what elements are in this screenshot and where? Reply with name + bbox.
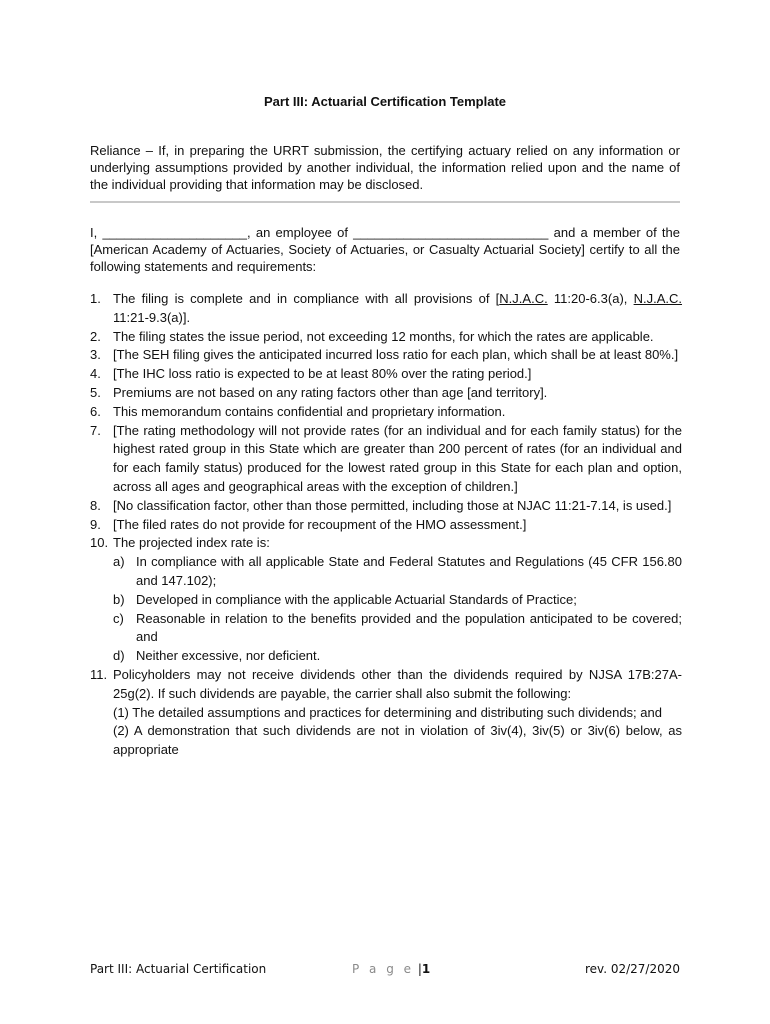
list-text: The filing is complete and in compliance with all provisions of [ bbox=[113, 291, 500, 306]
list-number: 2. bbox=[90, 328, 101, 344]
intro-paragraph: I, ____________________, an employee of ___________________________ and a member of the [American Academy of Actuaries, Society of Actuaries, or Casualty Actuarial Society] certify to all the following statements and requirements: bbox=[90, 225, 680, 274]
dividend-requirement-1: (1) The detailed assumptions and practices for determining and distributing such dividends; and bbox=[113, 704, 662, 720]
list-number: 11. bbox=[90, 666, 108, 682]
sub-list-item bbox=[113, 591, 682, 610]
list-item bbox=[90, 290, 682, 328]
sub-list-text: Reasonable in relation to the benefits provided and the population anticipated to be covered; and bbox=[136, 610, 682, 645]
list-number: 1. bbox=[90, 291, 101, 306]
sub-list-text: In compliance with all applicable State and Federal Statutes and Regulations (45 CFR 156.80 and 147.102); bbox=[136, 554, 682, 588]
list-item bbox=[90, 403, 682, 422]
njac-link[interactable]: N.J.A.C. bbox=[499, 291, 548, 306]
list-text: The filing states the issue period, not exceeding 12 months, for which the rates are applicable. bbox=[113, 328, 654, 344]
list-number: 5. bbox=[90, 384, 101, 400]
list-item bbox=[90, 497, 682, 516]
sub-list-item bbox=[113, 610, 682, 648]
list-text: [The IHC loss ratio is expected to be at least 80% over the rating period.] bbox=[113, 366, 532, 382]
list-number: 6. bbox=[90, 403, 101, 419]
page-title: Part III: Actuarial Certification Template bbox=[264, 94, 506, 109]
requirements-list bbox=[90, 290, 682, 760]
sub-list-letter: a) bbox=[113, 554, 125, 570]
list-text: [No classification factor, other than those permitted, including those at NJAC 11:21-7.14, is used.] bbox=[113, 497, 672, 513]
sub-list-letter: d) bbox=[113, 648, 125, 664]
page-separator: | bbox=[417, 962, 422, 976]
list-number: 9. bbox=[90, 516, 101, 532]
divider bbox=[90, 201, 680, 203]
page-label: P a g e bbox=[352, 962, 415, 976]
list-item bbox=[90, 384, 682, 403]
list-text: 11:21-9.3(a)]. bbox=[113, 309, 191, 325]
list-text: [The SEH filing gives the anticipated incurred loss ratio for each plan, which shall be at least 80%.] bbox=[113, 347, 679, 363]
list-number: 10. bbox=[90, 535, 109, 551]
page-footer bbox=[90, 962, 680, 978]
list-text: Policyholders may not receive dividends other than the dividends required by NJSA 17B:27A-25g(2). If such dividends are payable, the carrier shall also submit the following: bbox=[113, 666, 682, 701]
list-item bbox=[90, 516, 682, 535]
list-text: [The rating methodology will not provide rates (for an individual and for each family status) for the highest rated group in this State which are greater than 200 percent of rates (for an individual and for each family status) produced for the lowest rated group in this State for each plan and option, across all ages and geographical areas with the exception of children.] bbox=[113, 422, 682, 494]
sub-list-letter: c) bbox=[113, 610, 124, 626]
reliance-paragraph: Reliance – If, in preparing the URRT submission, the certifying actuary relied on any information or underlying assumptions provided by another individual, the information relied upon and the name of the individual providing that information may be disclosed. bbox=[90, 143, 680, 192]
list-text: The projected index rate is: bbox=[113, 535, 270, 551]
list-item bbox=[90, 666, 682, 760]
sub-list-item bbox=[113, 647, 682, 666]
list-item bbox=[90, 346, 682, 365]
footer-revision-date: rev. 02/27/2020 bbox=[584, 962, 680, 976]
list-text: [The filed rates do not provide for recoupment of the HMO assessment.] bbox=[113, 516, 527, 532]
page-number: 1 bbox=[421, 962, 431, 976]
footer-page-indicator bbox=[352, 962, 430, 976]
list-number: 8. bbox=[90, 497, 101, 513]
sub-list-letter: b) bbox=[113, 591, 125, 607]
list-item bbox=[90, 422, 682, 497]
sub-list-item bbox=[113, 553, 682, 591]
njac-link[interactable]: N.J.A.C. bbox=[633, 291, 683, 306]
list-item bbox=[90, 328, 682, 347]
list-number: 7. bbox=[90, 422, 101, 438]
list-text: This memorandum contains confidential and proprietary information. bbox=[113, 403, 506, 419]
list-number: 3. bbox=[90, 347, 101, 363]
dividend-requirement-2: (2) A demonstration that such dividends are not in violation of 3iv(4), 3iv(5) or 3iv(6) below, as appropriate bbox=[113, 723, 682, 758]
sub-list bbox=[113, 553, 682, 666]
sub-list-text: Neither excessive, nor deficient. bbox=[136, 648, 321, 664]
footer-document-title: Part III: Actuarial Certification bbox=[90, 962, 267, 976]
list-text: 11:20-6.3(a), bbox=[547, 291, 634, 306]
sub-list-text: Developed in compliance with the applicable Actuarial Standards of Practice; bbox=[136, 591, 577, 607]
list-item bbox=[90, 365, 682, 384]
list-text: Premiums are not based on any rating factors other than age [and territory]. bbox=[113, 384, 548, 400]
list-number: 4. bbox=[90, 366, 101, 382]
list-item bbox=[90, 534, 682, 666]
